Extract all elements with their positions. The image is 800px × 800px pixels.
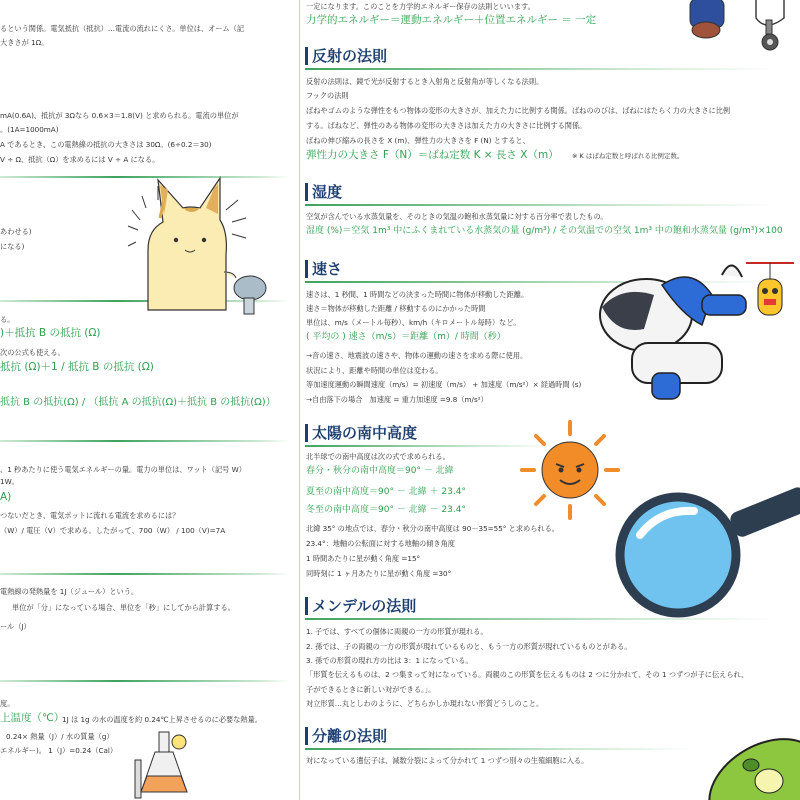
left-column bbox=[0, 0, 300, 800]
formula: 抵抗 B の抵抗(Ω) / （抵抗 A の抵抗(Ω)＋抵抗 B の抵抗(Ω)） bbox=[0, 397, 276, 408]
text-line: 速さは、1 秒間、1 時間などの決まった時間に物体が移動した距離。 bbox=[306, 290, 529, 299]
right-column bbox=[300, 0, 800, 800]
section-rule bbox=[305, 68, 775, 70]
text-line: 空気が含んでいる水蒸気量を、そのときの気温の飽和水蒸気量に対する百分率で表したもの。 bbox=[306, 212, 608, 221]
text-line: 1 時間あたりに星が動く角度 =15° bbox=[306, 554, 421, 563]
cat-illustration bbox=[128, 160, 278, 320]
text-line: 等加速度運動の瞬間速度（m/s）= 初速度（m/s） + 加速度（m/s²）× 経過時間 (s) bbox=[306, 380, 582, 389]
text-line: 状況により、距離や時間の単位は変わる。 bbox=[306, 366, 443, 375]
section-heading: 分離の法則 bbox=[305, 727, 387, 745]
text-line: 23.4°：地軸の公転面に対する地軸の傾き角度 bbox=[306, 539, 455, 548]
text-line: A であるとき、この電熱線の抵抗の大きさは 30Ω。(6÷0.2＝30) bbox=[0, 140, 212, 149]
formula: 湿度 (%)＝空気 1m³ 中にふくまれている水蒸気の量 (g/m³) / その気温での空気 1m³ 中の飽和水蒸気量 (g/m³)×100 bbox=[306, 226, 783, 236]
text-line: ール（J） bbox=[0, 622, 31, 631]
formula: A) bbox=[0, 491, 12, 503]
text-line: る。 bbox=[0, 315, 15, 324]
text-line: 速さ＝物体が移動した距離 / 移動するのにかかった時間 bbox=[306, 304, 486, 313]
dog-robot-illustration bbox=[582, 255, 800, 405]
magnifier-illustration bbox=[610, 485, 800, 625]
text-line: 0.24× 熱量（J）/ 水の質量（g） bbox=[6, 732, 114, 741]
text-line: 子ができるときに新しい対ができる。」。 bbox=[306, 685, 436, 694]
text-line: ばねの伸び縮みの長さを X (m)、弾性力の大きさを F (N) とすると、 bbox=[306, 136, 530, 145]
section-heading: 反射の法則 bbox=[305, 47, 387, 65]
section-heading: 太陽の南中高度 bbox=[305, 424, 417, 442]
text-line: 同時刻に 1 ヶ月あたりに星が動く角度 =30° bbox=[306, 569, 452, 578]
text-line: 2. 孫では、子の両親の一方の形質が現れているものと、もう一方の形質が現れているものとがある。 bbox=[306, 642, 632, 651]
text-line: 単位は、m/s（メートル毎秒）、km/h（キロメートル毎時）など。 bbox=[306, 318, 521, 327]
text-line: るという関係。電気抵抗（抵抗）…電流の流れにくさ。単位は、オーム（記 bbox=[0, 24, 245, 33]
text-line: 1W。 bbox=[0, 477, 19, 486]
text-line: 対立形質…丸としわのように、どちらかしか現れない形質どうしのこと。 bbox=[306, 699, 544, 708]
text-line: mA(0.6A)、抵抗が 3Ωなら 0.6×3＝1.8(V) と求められる。電流の単位が bbox=[0, 111, 239, 120]
text-line: 次の公式も使える。 bbox=[0, 348, 65, 357]
text-line: あわせる) bbox=[0, 227, 32, 236]
text-line: 度。 bbox=[0, 699, 15, 708]
text-line: エネルギー)。 1（J）=0.24（Cal） bbox=[0, 746, 118, 755]
formula: )＋抵抗 B の抵抗 (Ω) bbox=[0, 327, 101, 339]
formula: 力学的エネルギー＝運動エネルギー＋位置エネルギー ＝ 一定 bbox=[306, 14, 597, 26]
text-line: 北緯 35° の地点では、春分・秋分の南中高度は 90－35=55° と求められる。 bbox=[306, 524, 559, 533]
text-line: →自由落下の場合 加速度 = 重力加速度 =9.8（m/s²） bbox=[306, 395, 488, 404]
text-line: →音の速さ、地震波の速さや、物体の運動の速さを求める際に使用。 bbox=[306, 351, 528, 360]
formula: 上温度（℃） bbox=[0, 712, 65, 724]
flask-illustration bbox=[135, 730, 195, 800]
section-heading: 湿度 bbox=[305, 183, 342, 201]
text-line: 1. 子では、すべての個体に両親の一方の形質が現れる。 bbox=[306, 627, 488, 636]
section-heading: 速さ bbox=[305, 260, 342, 278]
formula: 春分・秋分の南中高度＝90° － 北緯 bbox=[306, 466, 454, 476]
section-rule bbox=[0, 440, 290, 442]
formula: 抵抗 (Ω)＋1 / 抵抗 B の抵抗 (Ω) bbox=[0, 361, 154, 373]
cell-illustration bbox=[695, 725, 800, 800]
text-line: 大きさが 1Ω。 bbox=[0, 38, 49, 47]
section-rule bbox=[0, 573, 290, 575]
formula: 夏至の南中高度＝90° － 北緯 ＋ 23.4° bbox=[306, 487, 466, 497]
text-line: する。ばねなど、弾性のある物体の変形の大きさは加えた力の大きさに比例する関係。 bbox=[306, 121, 587, 130]
text-line: になる) bbox=[0, 242, 25, 251]
text-line: 3. 孫での形質の現れ方の比は 3：1 になっている。 bbox=[306, 656, 473, 665]
section-rule bbox=[305, 445, 555, 447]
text-line: V ÷ Ω、抵抗（Ω）を求めるには V ÷ A になる。 bbox=[0, 155, 160, 164]
formula: 冬至の南中高度＝90° － 北緯 － 23.4° bbox=[306, 505, 466, 515]
text-line: 1J は 1g の水の温度を約 0.24℃上昇させるのに必要な熱量。 bbox=[62, 715, 262, 724]
text-line: 。(1A=1000mA) bbox=[0, 125, 59, 134]
section-rule bbox=[0, 680, 290, 682]
formula: ( 平均の ) 速さ（m/s）＝距離（m）/ 時間（秒） bbox=[306, 332, 506, 342]
text-line: フックの法則 bbox=[306, 91, 349, 100]
text-line: 北半球での南中高度は次の式で求められる。 bbox=[306, 452, 450, 461]
section-heading: メンデルの法則 bbox=[305, 597, 416, 615]
robot-legs-illustration bbox=[690, 0, 800, 58]
text-line: 対になっている遺伝子は、減数分裂によって分かれて 1 つずつ別々の生殖細胞に入る。 bbox=[306, 756, 589, 765]
text-line: 単位が「分」になっている場合、単位を「秒」にしてから計算する。 bbox=[12, 603, 235, 612]
text-line: 電熱線の発熱量を 1J（ジュール）という。 bbox=[0, 587, 139, 596]
note: ※ K はばね定数と呼ばれる比例定数。 bbox=[572, 152, 684, 160]
section-rule bbox=[305, 204, 775, 206]
text-line: ばねやゴムのような弾性をもつ物体の変形の大きさが、加えた力に比例する関係。ばねののびは、ばねにはたらく力の大きさに比例 bbox=[306, 106, 731, 115]
sun-illustration bbox=[520, 420, 620, 520]
text-line: （W）/ 電圧（V）で求める。したがって、700（W） / 100（V)=7A bbox=[0, 526, 226, 535]
text-line: 反射の法則は、鏡で光が反射するとき入射角と反射角が等しくなる法則。 bbox=[306, 77, 544, 86]
formula: 弾性力の大きさ F（N）＝ばね定数 K × 長さ X（m） bbox=[306, 149, 559, 161]
text-line: つないだとき、電気ポットに流れる電流を求めるには？ bbox=[0, 511, 180, 520]
text-line: 一定になります。このことを力学的エネルギー保存の法則といいます。 bbox=[306, 2, 535, 11]
text-line: 「形質を伝えるものは、2 つ集まって対になっている。両親のこの形質を伝えるものは 2 つに分かれて、その 1 つずつが子に伝えられ、 bbox=[306, 670, 749, 679]
text-line: 、1 秒あたりに使う電気エネルギーの量。電力の単位は、ワット（記号 W） bbox=[0, 465, 246, 474]
section-rule bbox=[305, 748, 695, 750]
